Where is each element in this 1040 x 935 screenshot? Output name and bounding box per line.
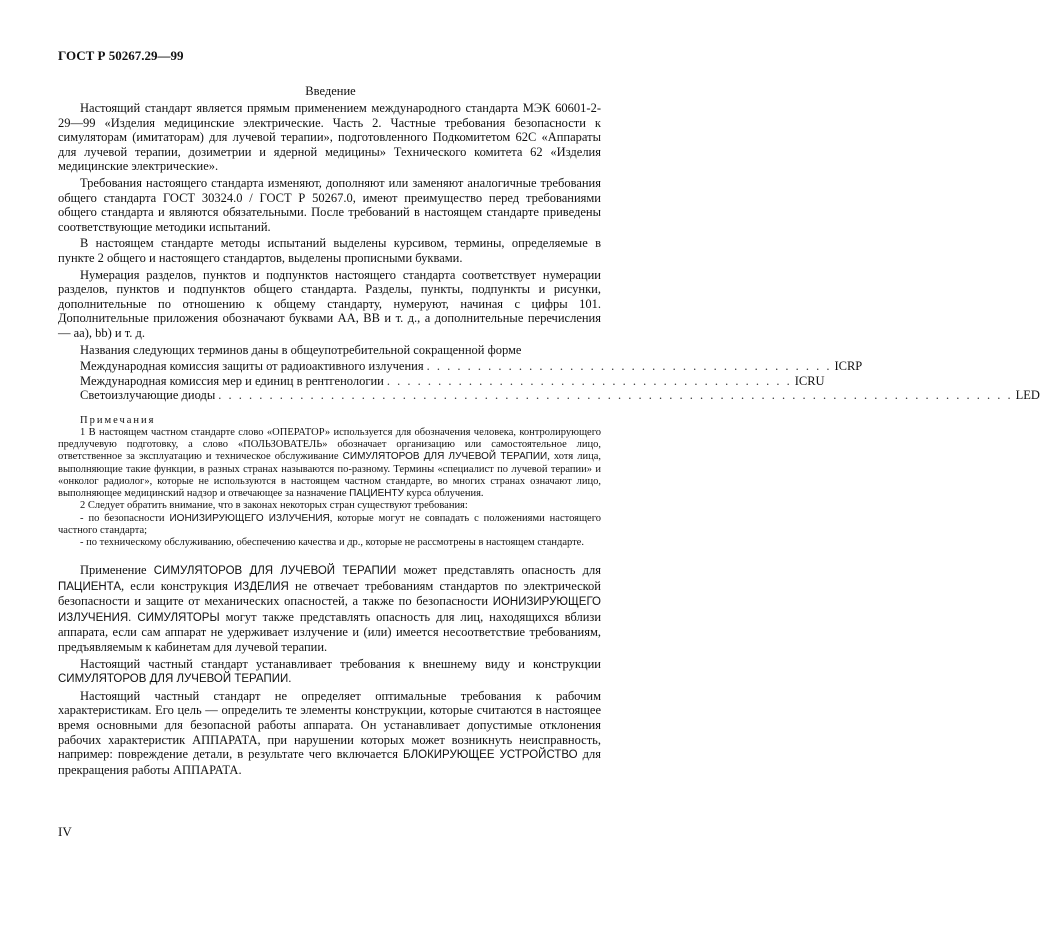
paragraph-3: В настоящем стандарте методы испытаний выделены курсивом, термины, определяемые в пункте 2 общего и настоящего стандартов, выделены прописными буквами. xyxy=(58,236,601,265)
term-abbreviation: ICRU xyxy=(794,373,825,388)
note-2-item-2: - по техническому обслуживанию, обеспечению качества и др., которые не рассмотрены в настоящем стандарте. xyxy=(80,536,584,548)
text-fragment: может представлять опасность для xyxy=(403,563,602,578)
term-leader-dots: . . . . . . . . . . . . . . . . . . . . . . . . . . . . . . . . . . . . . . . . xyxy=(426,359,832,374)
text-fragment: Настоящий частный стандарт устанавливает требования к внешнему виду и конструкции xyxy=(80,656,601,671)
term-row xyxy=(80,359,863,374)
closing-section xyxy=(58,563,601,777)
note-1-text-c: , хотя лица, выполняющие такие функции, в разных странах называются по-разному. Термины «специалист по лучевой терапии» и «онколог радиолог», которые не используются в настоящем частном стандарте, во многих странах означают лицо, выполняющее медицинский надзор и отвечающее за назначение xyxy=(58,451,602,500)
text-fragment: не отвечает требованиям стандартов по электрической безопасности и защите от механических опасностей, а также по безопасности xyxy=(58,578,601,609)
term-simulators: СИМУЛЯТОРОВ ДЛЯ ЛУЧЕВОЙ ТЕРАПИИ xyxy=(153,565,397,578)
section-title: Введение xyxy=(305,84,356,98)
text-fragment: Настоящий частный стандарт не определяет оптимальные требования к рабочим характеристикам. Его цель — определить те элементы конструкции, которые считаются в настоящее время основными для безопасной работы аппарата. Он устанавливает допустимые отклонения рабочих характеристик АППАРАТА, при нарушении которых может возникнуть неисправность, например: повреждение детали, в результате чего включается xyxy=(58,688,601,762)
closing-paragraph-1 xyxy=(58,563,601,655)
notes-title: Примечания xyxy=(80,414,156,426)
text-fragment: для прекращения работы АППАРАТА. xyxy=(58,747,601,777)
term-abbreviation: ICRP xyxy=(834,359,863,374)
text-fragment: Применение xyxy=(80,563,147,578)
term-name: Международная комиссия защиты от радиоактивного излучения xyxy=(80,359,424,374)
paragraph-4: Нумерация разделов, пунктов и подпунктов настоящего стандарта соответствует нумерации разделов, пунктов и подпунктов общего стандарта. Разделы, пункты, подпункты и рисунки, дополнительные по отношению к общему стандарту, нумеруют, начиная с цифры 101. Дополнительные приложения обозначают буквами АА, ВВ и т. д., а дополнительные перечисления — аа), bb) и т. д. xyxy=(58,267,601,340)
terms-list xyxy=(58,359,1040,403)
document-body xyxy=(58,101,1040,779)
closing-paragraph-3 xyxy=(58,689,601,778)
term-interlock: БЛОКИРУЮЩЕЕ УСТРОЙСТВО xyxy=(403,749,578,762)
term-leader-dots: . . . . . . . . . . . . . . . . . . . . . . . . . . . . . . . . . . . . . . . . . . . . . . . . . . . . . . . . . . . . . . . . . . . . . . . . . . . . . . xyxy=(218,388,1013,403)
term-row xyxy=(80,373,825,389)
note-2-item-1-c: , которые могут не совпадать с положениями настоящего частного стандарта; xyxy=(58,512,601,536)
note-2-item-1-a: - по безопасности xyxy=(80,512,165,524)
note-2-term-radiation: ИОНИЗИРУЮЩЕГО ИЗЛУЧЕНИЯ xyxy=(169,512,330,524)
term-ionizing-radiation: ИОНИЗИРУЮЩЕГО ИЗЛУЧЕНИЯ. СИМУЛЯТОРЫ xyxy=(58,596,601,624)
closing-paragraph-2 xyxy=(58,657,601,687)
term-name: Светоизлучающие диоды xyxy=(80,388,216,403)
term-leader-dots: . . . . . . . . . . . . . . . . . . . . . . . . . . . . . . . . . . . . . . . . xyxy=(386,373,792,388)
standard-header: ГОСТ Р 50267.29—99 xyxy=(58,48,184,63)
text-fragment: могут также представлять опасность для лиц, находящихся вблизи аппарата, если сам аппарат не удерживает излучение и (или) имеется несоответствие требованиям, предъявляемым к кабинетам для лучевой терапии. xyxy=(58,609,602,655)
paragraph-2: Требования настоящего стандарта изменяют, дополняют или заменяют аналогичные требования общего стандарта ГОСТ 30324.0 / ГОСТ Р 50267.0, имеют преимущество перед требованиями общего стандарта и являются обязательными. После требований в настоящем стандарте приведены соответствующие методики испытаний. xyxy=(58,175,601,234)
note-1-text-e: курса облучения. xyxy=(403,488,484,500)
term-name: Международная комиссия мер и единиц в рентгенологии xyxy=(80,373,384,388)
term-row xyxy=(80,388,1040,403)
paragraph-5: Названия следующих терминов даны в общеупотребительной сокращенной форме xyxy=(80,342,522,357)
note-1 xyxy=(58,427,601,500)
term-abbreviation: LED xyxy=(1015,388,1040,403)
paragraph-1: Настоящий стандарт является прямым применением международного стандарта МЭК 60601-2-29—99 «Изделия медицинские электрические. Часть 2. Частные требования безопасности к симуляторам (имитаторам) для лучевой терапии», подготовленного Подкомитетом 62С «Аппараты для лучевой терапии, дозиметрии и ядерной медицины» Технического комитета 62 «Изделия медицинские электрические». xyxy=(58,101,601,174)
note-1-text-a: 1 В настоящем частном стандарте слово «ОПЕРАТОР» используется для обозначения человека, контролирующего предлучевую подготовку, а слово «ПОЛЬЗОВАТЕЛЬ» обозначает организацию или самостоятельное лицо, ответственное за эксплуатацию и техническое обслуживание xyxy=(58,427,601,463)
term-device: ИЗДЕЛИЯ xyxy=(234,580,289,593)
text-fragment: , если конструкция xyxy=(121,578,228,593)
term-patient: ПАЦИЕНТА xyxy=(58,580,121,593)
term-simulators: СИМУЛЯТОРОВ ДЛЯ ЛУЧЕВОЙ ТЕРАПИИ. xyxy=(58,673,292,686)
note-2: 2 Следует обратить внимание, что в законах некоторых стран существуют требования: xyxy=(80,500,468,512)
note-1-term-simulators: СИМУЛЯТОРОВ ДЛЯ ЛУЧЕВОЙ ТЕРАПИИ xyxy=(342,451,548,463)
note-2-item-1 xyxy=(58,513,601,537)
note-1-term-patient: ПАЦИЕНТУ xyxy=(349,488,404,500)
page-number: IV xyxy=(58,824,72,839)
notes-block xyxy=(58,415,601,549)
